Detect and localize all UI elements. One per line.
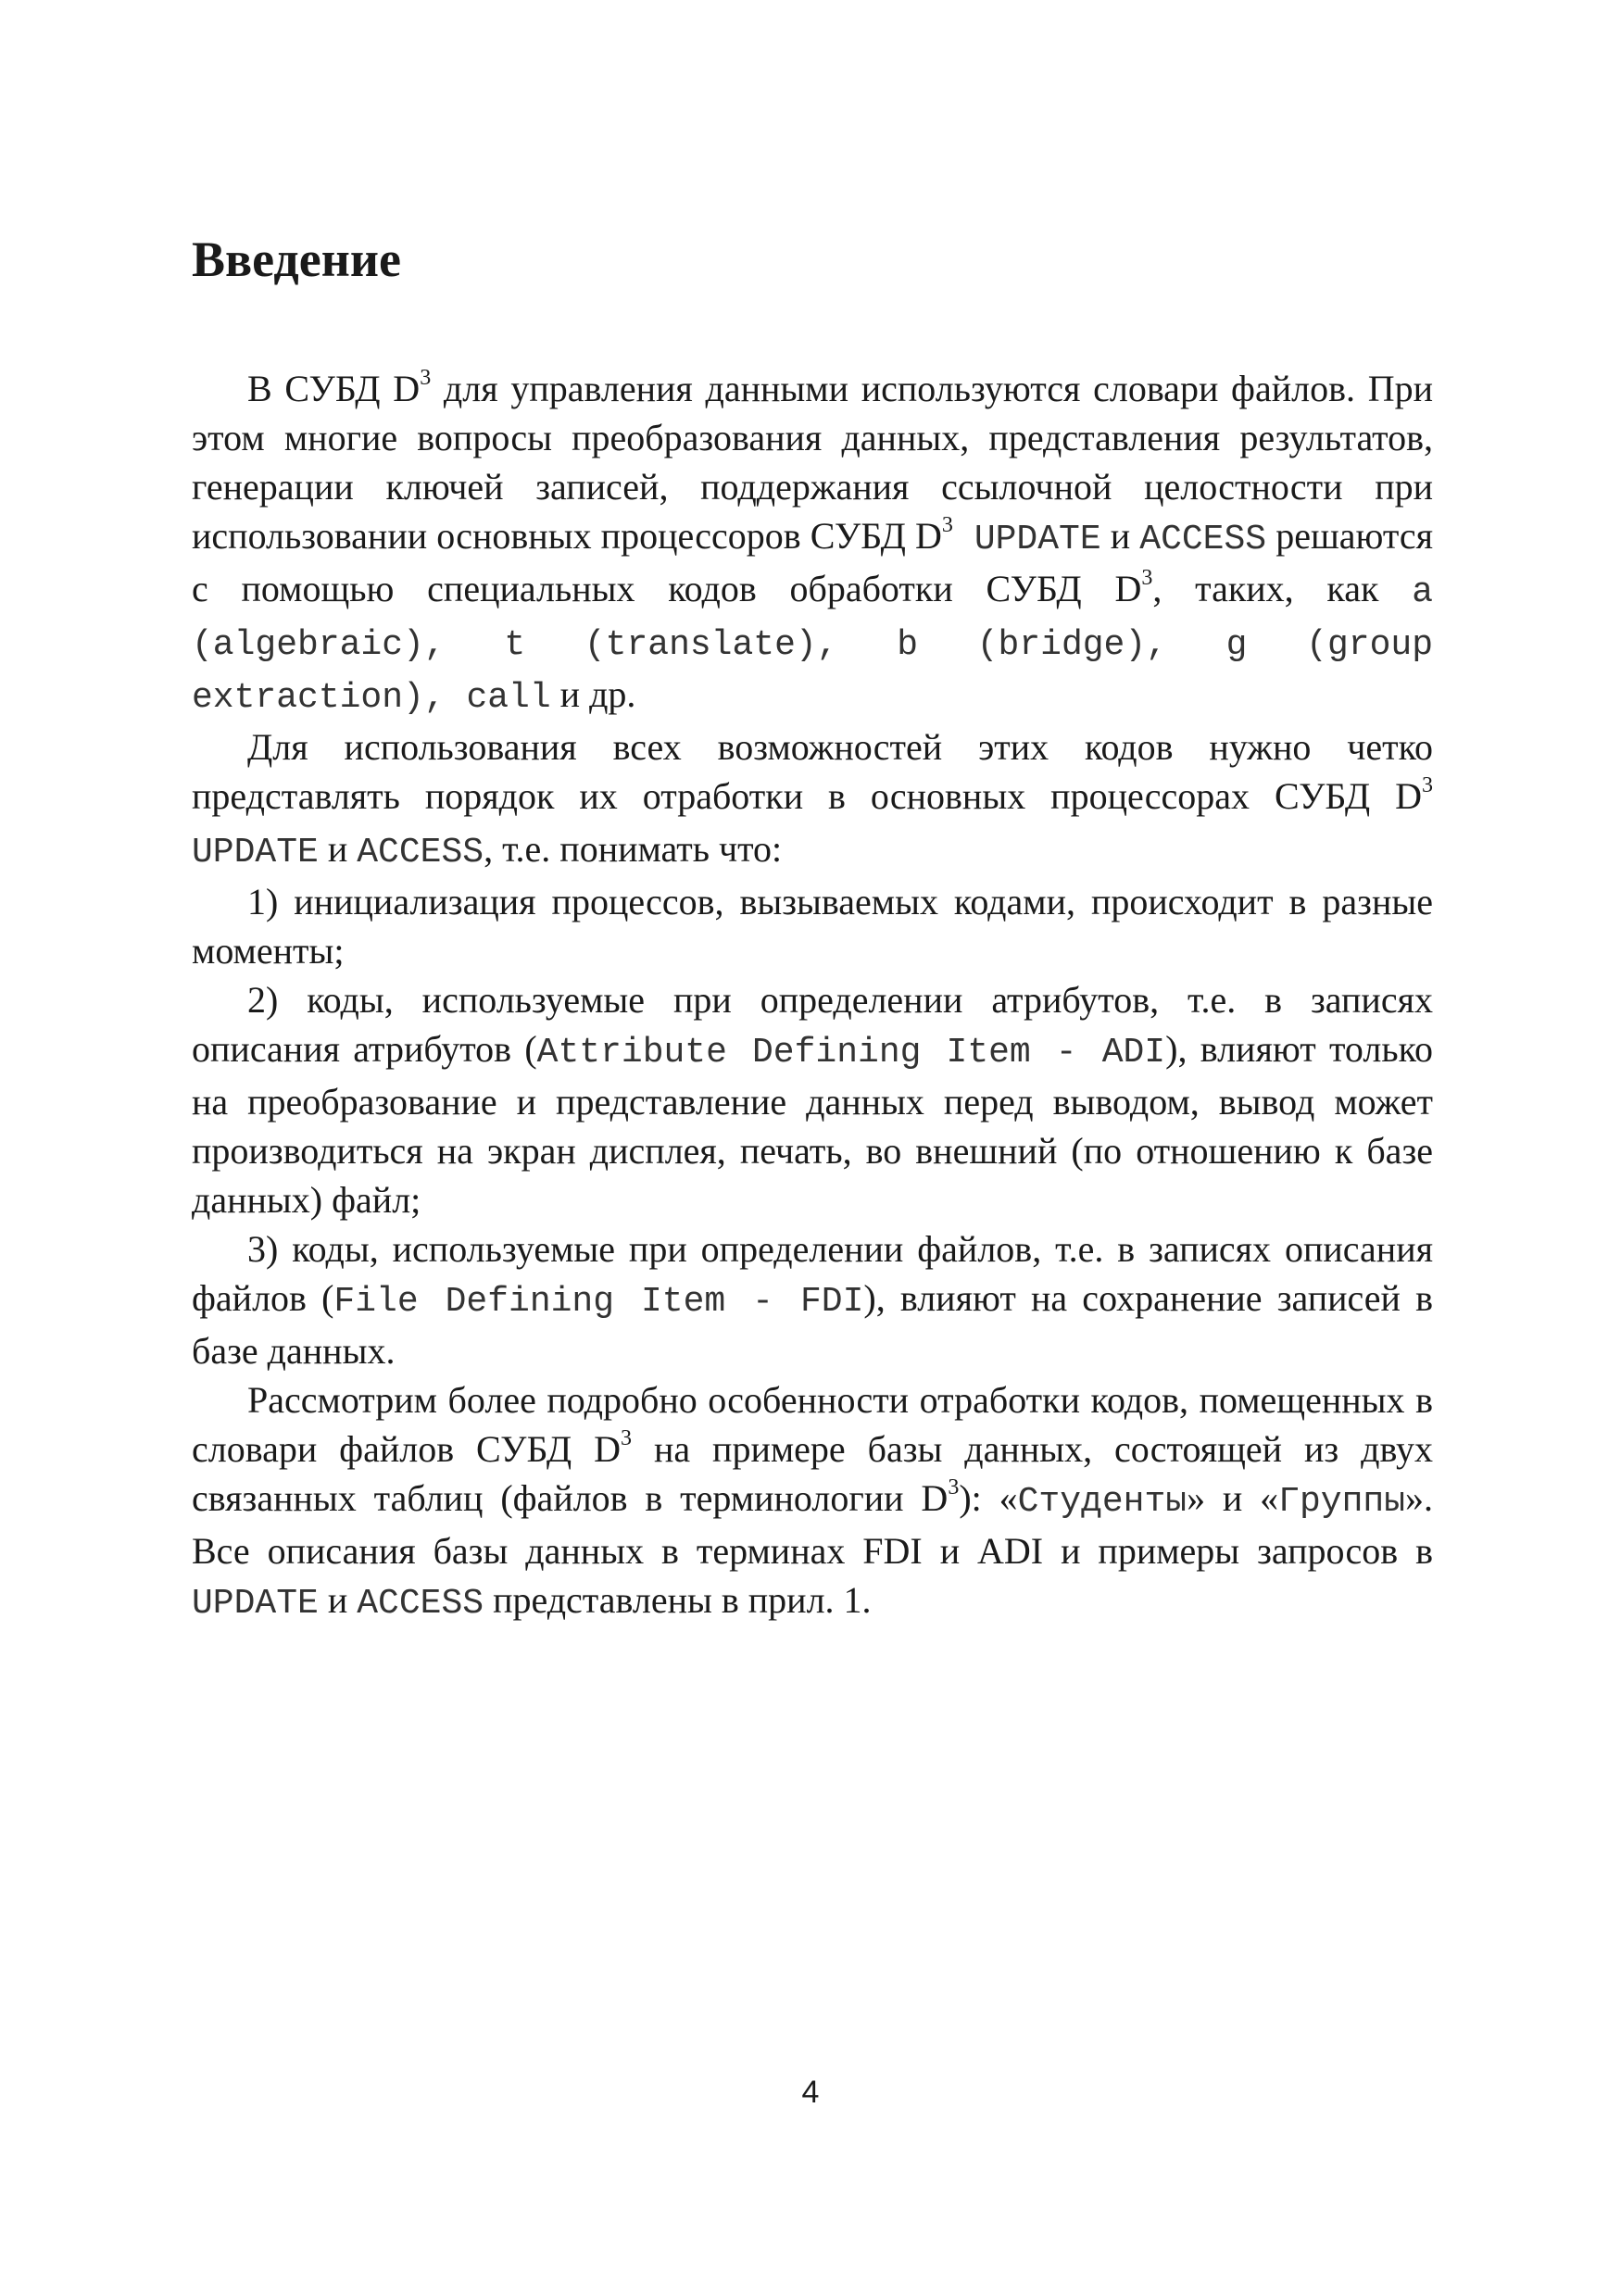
paragraph-example	[192, 1375, 1433, 1628]
p5-t1: 3) коды, используемые при определении файлов, т.е. в записях описания файлов (	[192, 1228, 1433, 1319]
page-title: Введение	[192, 232, 401, 287]
paragraph-intro	[192, 364, 1433, 722]
list-item-1: 1) инициализация процессов, вызываемых кодами, происходит в разные моменты;	[192, 881, 1433, 972]
p6-code-students: Студенты	[1017, 1482, 1187, 1522]
p1-t4: решаются с помощью специальных кодов обработки СУБД D	[192, 515, 1433, 609]
p1-code-access: ACCESS	[1139, 520, 1267, 559]
p1-t5: , таких, как	[1152, 568, 1413, 609]
p6-code-groups: Группы	[1278, 1482, 1406, 1522]
paragraph-usage	[192, 722, 1433, 877]
p2-t3: , т.е. понимать что:	[484, 828, 783, 870]
p1-t6: и др.	[550, 673, 636, 715]
body-text	[192, 364, 1433, 1628]
p1-t3: и	[1100, 515, 1140, 557]
list-item-3	[192, 1224, 1433, 1375]
p4-code-adi: Attribute Defining Item - ADI	[536, 1033, 1166, 1073]
p1-t1: В СУБД D	[247, 368, 421, 409]
p5-code-fdi: File Defining Item - FDI	[333, 1282, 864, 1322]
p2-sup1: 3	[1422, 772, 1433, 797]
p2-t1: Для использования всех возможностей этих кодов нужно четко представлять порядок их отработки в основных процессорах СУБД D	[192, 726, 1433, 817]
p2-code-update: UPDATE	[192, 833, 319, 872]
p2-t2: и	[318, 828, 358, 870]
p6-t3: ): «	[959, 1477, 1018, 1519]
p6-sup2: 3	[948, 1474, 960, 1499]
p6-code-update: UPDATE	[192, 1584, 319, 1624]
p6-t4: » и «	[1187, 1477, 1279, 1519]
p4-t1: 2) коды, используемые при определении атрибутов, т.е. в записях описания атрибутов (	[192, 979, 1433, 1070]
p6-sup1: 3	[621, 1425, 633, 1450]
p1-sup1: 3	[420, 365, 432, 390]
p6-t7: представлены в прил. 1.	[484, 1579, 872, 1621]
p1-sup2: 3	[941, 512, 953, 537]
p6-t1: Рассмотрим более подробно особенности отработки кодов, помещенных в словари файлов СУБД D	[192, 1379, 1433, 1470]
p1-sup3: 3	[1141, 565, 1153, 590]
p1-code-list: a (algebraic), t (translate), b (bridge), g (group extraction), call	[192, 572, 1434, 718]
p6-code-access: ACCESS	[357, 1584, 484, 1624]
p2-code-access: ACCESS	[357, 833, 484, 872]
p5-t2: ), влияют на сохранение записей в базе данных.	[192, 1277, 1434, 1372]
list-item-2	[192, 975, 1433, 1224]
p1-code-update: UPDATE	[952, 520, 1101, 559]
page-number: 4	[801, 2075, 820, 2110]
p6-t5: ». Все описания базы данных в терминах FDI и ADI и примеры запросов в	[192, 1477, 1434, 1572]
page-content	[192, 232, 1433, 1628]
p6-t2: на примере базы данных, состоящей из двух связанных таблиц (файлов в терминологии D	[192, 1428, 1434, 1519]
p4-t2: ), влияют только на преобразование и представление данных перед выводом, вывод может производиться на экран дисплея, печать, во внешний (по отношению к базе данных) файл;	[192, 1028, 1434, 1221]
p6-t6: и	[318, 1579, 358, 1621]
p1-t2: для управления данными используются словари файлов. При этом многие вопросы преобразования данных, представления результатов, генерации ключей записей, поддержания ссылочной целостности при использовании основных процессоров СУБД D	[192, 368, 1433, 557]
